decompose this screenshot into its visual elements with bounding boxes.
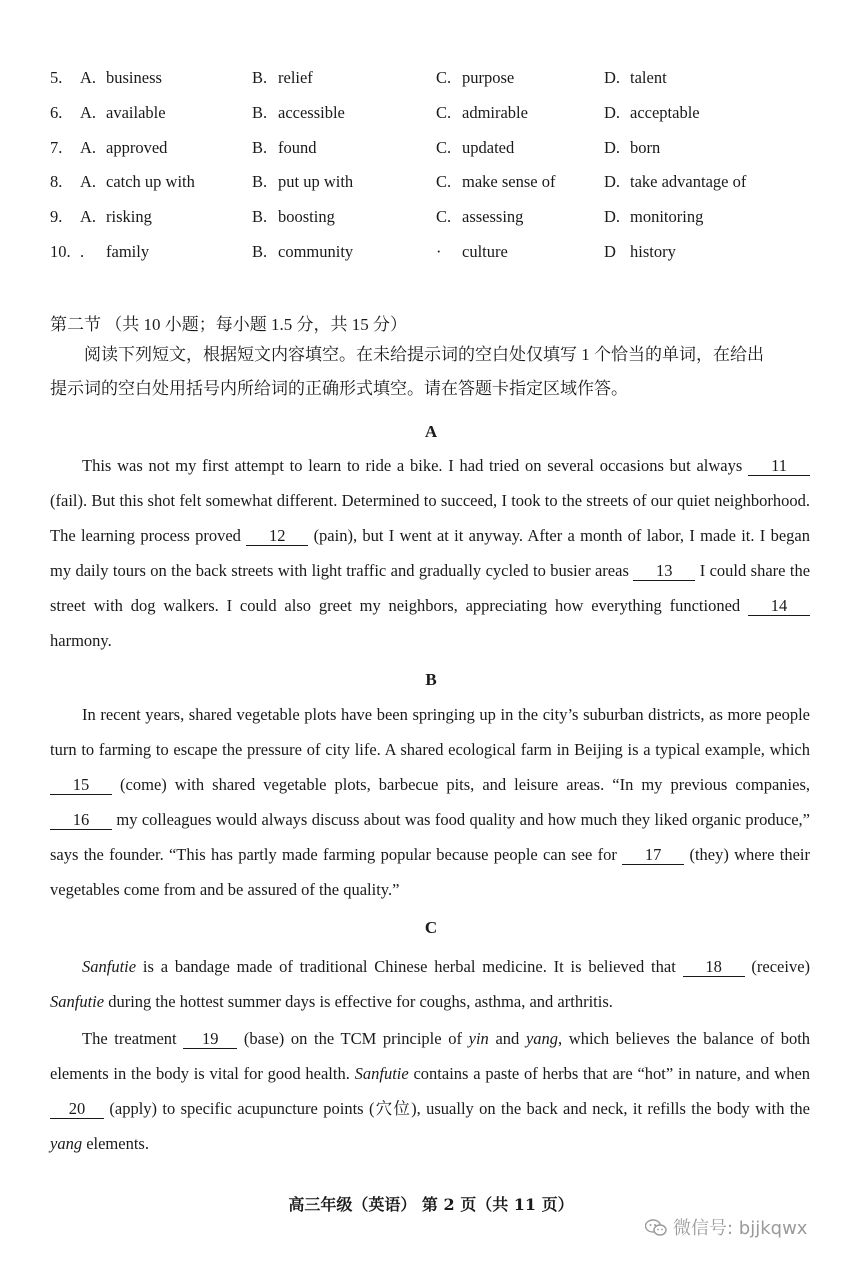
question-number: 10.	[50, 242, 71, 261]
option-d: D. born	[604, 138, 661, 157]
option-row	[0, 138, 862, 168]
option-c: · culture	[436, 242, 508, 261]
option-c: C. make sense of	[436, 172, 556, 191]
section-instructions	[50, 338, 812, 406]
option-row	[0, 68, 862, 98]
question-number: 7.	[50, 138, 63, 157]
question-number: 5.	[50, 68, 63, 87]
blank-12[interactable]: 12	[246, 527, 308, 546]
option-d: D. acceptable	[604, 103, 700, 122]
option-a: A. approved	[80, 138, 168, 157]
passage-b-text: In recent years, shared vegetable plots have been springing up in the city’s suburban districts, as more people turn to farming to escape the pressure of city life. A shared ecological farm in Beijing is a typical example, which 15 (come) with shared vegetable plots, barbecue pits, and leisure areas. “In my previous companies, 16 my colleagues would always discuss about was food quality and how much they liked organic produce,” says the founder. “This has partly made farming popular because people can see for 17 (they) where their vegetables come from and be assured of the quality.”	[50, 705, 811, 899]
question-number: 8.	[50, 172, 63, 191]
wechat-icon	[645, 1219, 667, 1237]
option-c: C. assessing	[436, 207, 524, 226]
option-c: C. purpose	[436, 68, 515, 87]
blank-20[interactable]: 20	[50, 1100, 104, 1119]
instruction-line: 阅读下列短文，根据短文内容填空。在未给提示词的空白处仅填写 1 个恰当的单词，在给出	[84, 345, 764, 364]
option-row	[0, 207, 862, 237]
option-a: A. risking	[80, 207, 152, 226]
option-b: B. accessible	[252, 103, 345, 122]
option-d: D. take advantage of	[604, 172, 747, 191]
option-b: B. relief	[252, 68, 313, 87]
passage-c-para-2: The treatment 19 (base) on the TCM principle of yin and yang, which believes the balance of both elements in the body is vital for good health. Sanfutie contains a paste of herbs that are “hot” in nature, and when 20 (apply) to specific acupuncture points (穴位), usually on the back and neck, it refills the body with the yang elements.	[50, 1029, 811, 1153]
option-a: . family	[80, 242, 150, 261]
page-footer: 高三年级（英语） 第 2 页（共 11 页）	[288, 1195, 574, 1214]
instruction-line: 提示词的空白处用括号内所给词的正确形式填空。请在答题卡指定区域作答。	[50, 379, 628, 398]
option-row	[0, 103, 862, 133]
blank-14[interactable]: 14	[748, 597, 810, 616]
question-number: 9.	[50, 207, 63, 226]
section-title: 第二节 （共 10 小题；每小题 1.5 分，共 15 分）	[50, 315, 407, 334]
blank-17[interactable]: 17	[622, 846, 684, 865]
option-b: B. community	[252, 242, 354, 261]
option-b: B. found	[252, 138, 317, 157]
blank-16[interactable]: 16	[50, 811, 112, 830]
blank-15[interactable]: 15	[50, 776, 112, 795]
option-a: A. catch up with	[80, 172, 195, 191]
option-c: C. admirable	[436, 103, 528, 122]
watermark-text: 微信号: bjjkqwx	[673, 1218, 808, 1239]
option-d: D. talent	[604, 68, 667, 87]
option-row	[0, 242, 862, 272]
option-d: D history	[604, 242, 676, 261]
option-row	[0, 172, 862, 202]
passage-label-c: C	[424, 918, 438, 937]
option-b: B. boosting	[252, 207, 335, 226]
option-b: B. put up with	[252, 172, 354, 191]
blank-13[interactable]: 13	[633, 562, 695, 581]
blank-19[interactable]: 19	[183, 1030, 237, 1049]
option-d: D. monitoring	[604, 207, 704, 226]
passage-a-text: This was not my first attempt to learn to ride a bike. I had tried on several occasions but always 11 (fail). But this shot felt somewhat different. Determined to succeed, I took to the streets of our quiet neighborhood. The learning process proved 12 (pain), but I went at it anyway. After a month of labor, I made it. I began my daily tours on the back streets with light traffic and gradually cycled to busier areas 13 I could share the street with dog walkers. I could also greet my neighbors, appreciating how everything functioned 14 harmony.	[50, 456, 811, 650]
option-c: C. updated	[436, 138, 515, 157]
wechat-watermark	[645, 1214, 807, 1240]
question-number: 6.	[50, 103, 63, 122]
passage-label-a: A	[424, 422, 438, 441]
passage-label-b: B	[425, 670, 437, 689]
blank-18[interactable]: 18	[683, 958, 745, 977]
blank-11[interactable]: 11	[748, 457, 810, 476]
option-a: A. business	[80, 68, 162, 87]
option-a: A. available	[80, 103, 166, 122]
passage-c-para-1: Sanfutie is a bandage made of traditional Chinese herbal medicine. It is believed that 18 (receive) Sanfutie during the hottest summer days is effective for coughs, asthma, and arthritis.	[50, 957, 811, 1011]
